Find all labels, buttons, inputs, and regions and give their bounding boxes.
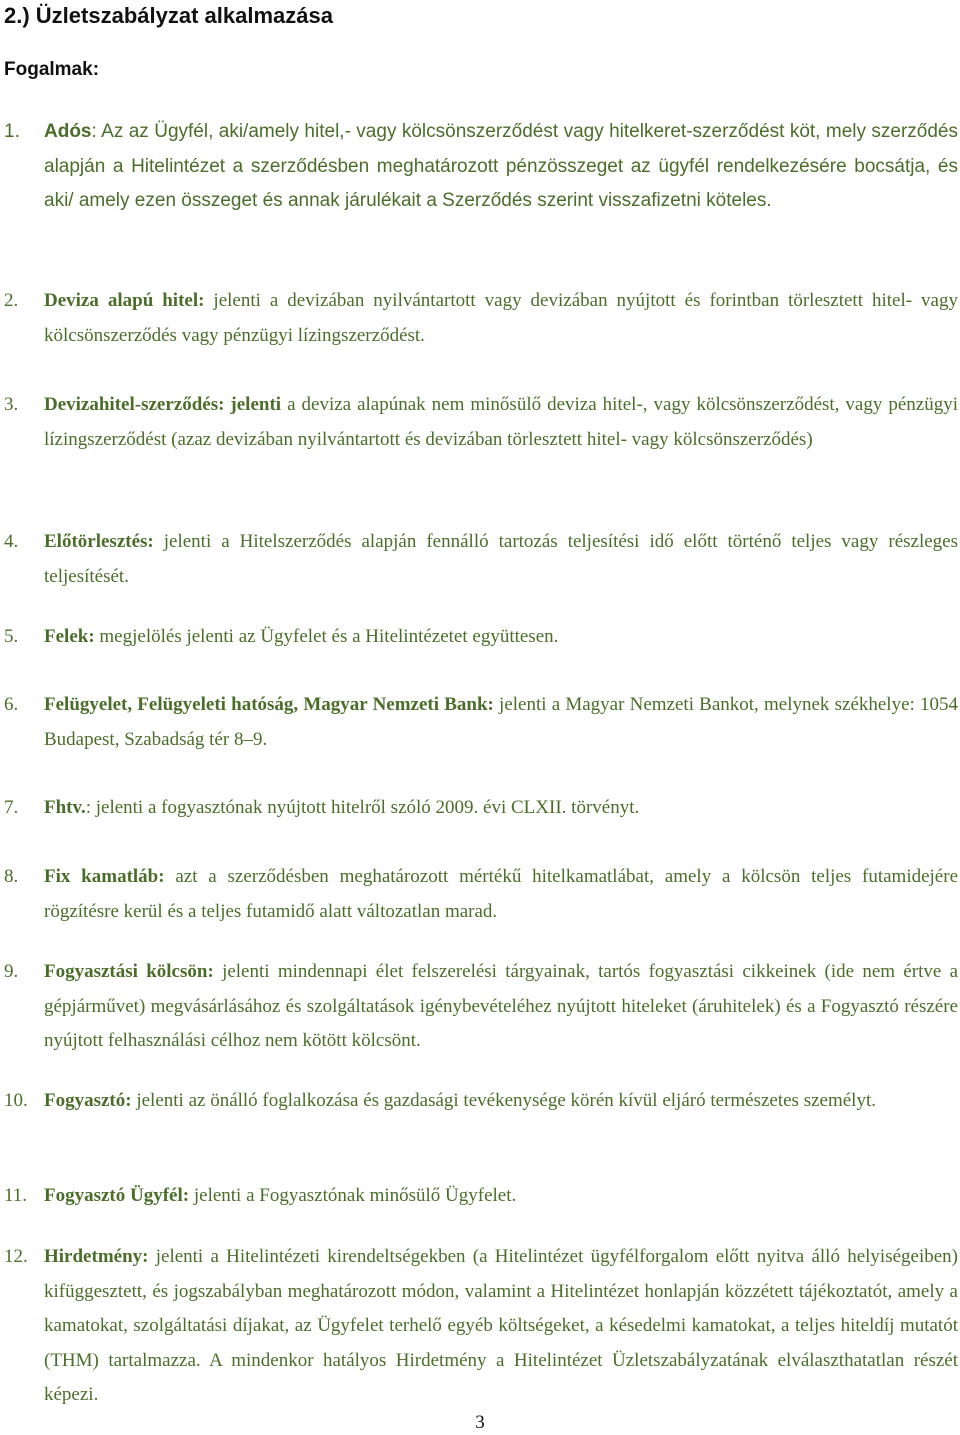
section-heading: 2.) Üzletszabályzat alkalmazása [4,3,333,28]
item-number: 8. [4,866,19,887]
item-text: jelenti a devizában nyilvántartott vagy devizában nyújtott és forintban törlesztett hitel- vagy kölcsönszerződés vagy pénzügyi lízingszerződést. [44,290,958,346]
definition-item-5 [0,620,960,655]
item-text: megjelölés jelenti az Ügyfelet és a Hitelintézetet együttesen. [94,626,559,647]
item-term: Felek: [44,626,95,647]
definition-item-8 [0,860,960,929]
item-number: 1. [4,121,20,142]
item-text: jelenti mindennapi élet felszerelési tárgyainak, tartós fogyasztási cikkeinek (ide nem értve a gépjárművet) megvásárlásához és szolgáltatások igénybevételéhez nyújtott hiteleket (áruhitelek) és a Fogyasztó részére nyújtott felhasználási célhoz nem kötött kölcsönt. [44,961,958,1051]
definition-item-9 [0,955,960,1059]
item-text: a deviza alapúnak nem minősülő deviza hitel-, vagy kölcsönszerződést, vagy pénzügyi lízingszerződést (azaz devizában nyilvántartott és devizában törlesztett hitel- vagy kölcsönszerződés) [44,394,958,450]
item-number: 9. [4,961,19,982]
item-number: 2. [4,290,19,311]
item-term: Fogyasztó Ügyfél: [44,1185,190,1206]
item-text: : jelenti a fogyasztónak nyújtott hitelről szóló 2009. évi CLXII. törvényt. [85,797,640,818]
item-term: Fogyasztási kölcsön: [44,961,214,982]
item-term: Hirdetmény: [44,1246,149,1267]
definition-item-12 [0,1240,960,1413]
item-term: Deviza alapú hitel: [44,290,205,311]
definition-item-4 [0,525,960,594]
item-text: azt a szerződésben meghatározott mértékű hitelkamatlábat, amely a kölcsön teljes futamidejére rögzítésre kerül és a teljes futamidő alatt változatlan marad. [44,866,958,922]
item-number: 10. [4,1090,28,1111]
definition-item-3 [0,388,960,457]
definitions-subheading: Fogalmak: [4,59,100,80]
item-term: Fhtv. [44,797,86,818]
item-term: Devizahitel-szerződés: jelenti [44,394,282,415]
definition-item-7 [0,791,960,826]
definition-item-2 [0,284,960,353]
item-text: : Az az Ügyfél, aki/amely hitel,- vagy kölcsönszerződést vagy hitelkeret-szerződést köt, mely szerződés alapján a Hitelintézet a szerződésben meghatározott pénzösszeget az ügyfél rendelkezésére bocsátja, és aki/ amely ezen összeget és annak járulékait a Szerződés szerint visszafizetni köteles. [44,121,958,211]
definition-item-6 [0,688,960,757]
item-text: jelenti a Hitelszerződés alapján fennálló tartozás teljesítési idő előtt történő teljes vagy részleges teljesítését. [44,531,958,587]
item-term: Előtörlesztés: [44,531,154,552]
definition-item-10 [0,1084,960,1119]
item-text: jelenti a Fogyasztónak minősülő Ügyfelet. [189,1185,517,1206]
definition-item-11 [0,1179,960,1214]
item-term: Fogyasztó: [44,1090,132,1111]
item-number: 6. [4,694,19,715]
item-number: 5. [4,626,19,647]
page-number: 3 [475,1412,485,1433]
item-number: 3. [4,394,19,415]
item-number: 12. [4,1246,28,1267]
item-number: 4. [4,531,19,552]
item-term: Adós [44,121,92,142]
item-term: Fix kamatláb: [44,866,165,887]
item-term: Felügyelet, Felügyeleti hatóság, Magyar Nemzeti Bank: [44,694,494,715]
item-text: jelenti a Magyar Nemzeti Bankot, melynek székhelye: 1054 Budapest, Szabadság tér 8–9. [44,694,958,750]
item-text: jelenti az önálló foglalkozása és gazdasági tevékenysége körén kívül eljáró természetes személyt. [131,1090,876,1111]
item-text: jelenti a Hitelintézeti kirendeltségekben (a Hitelintézet ügyfélforgalom előtt nyitva álló helyiségeiben) kifüggesztett, és jogszabályban meghatározott módon, valamint a Hitelintézet honlapján közzétett tájékoztatót, amely a kamatokat, szolgáltatási díjakat, az Ügyfelet terhelő egyéb költségeket, a késedelmi kamatokat, a teljes hiteldíj mutatót (THM) tartalmazza. A mindenkor hatályos Hirdetmény a Hitelintézet Üzletszabályzatának elválaszthatatlan részét képezi. [44,1246,958,1405]
item-number: 7. [4,797,19,818]
definition-item-1 [0,115,960,219]
item-number: 11. [4,1185,28,1206]
